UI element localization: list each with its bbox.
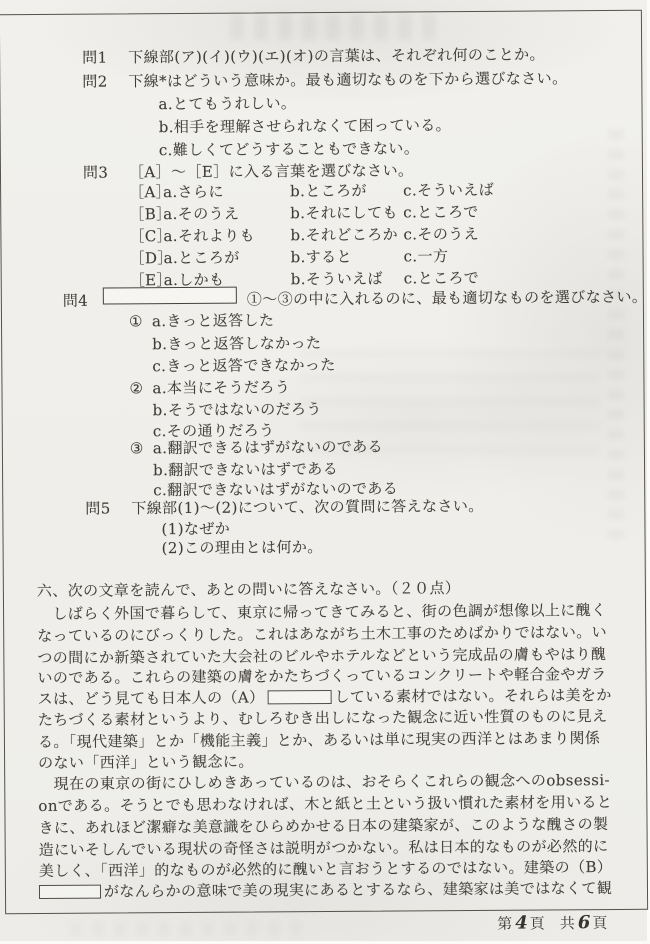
passage-line: なっているのにびっくりした。これはあながち土木工事のためばかりではない。い xyxy=(37,623,607,646)
circled-number-2: ② xyxy=(129,379,152,398)
circled-number-1: ① xyxy=(129,312,152,331)
exam-page-frame xyxy=(0,10,648,914)
passage-text: している素材ではない。それらは美をか xyxy=(334,686,611,706)
q3-option-a: a.さらに xyxy=(163,182,290,202)
q3-row-D xyxy=(130,247,449,268)
q3-option-c: c.ところで xyxy=(403,203,479,222)
q3-option-b: b.そういえば xyxy=(291,269,404,289)
q3-option-b: b.それどころか xyxy=(290,225,403,245)
passage-text: がなんらかの意味で美の現実にあるとするなら、建築家は美ではなくて観 xyxy=(104,879,612,901)
passage-line: 現在の東京の街にひしめきあっているのは、おそらくこれらの観念へのobsessi- xyxy=(38,771,610,794)
q3-row-key: ［B］ xyxy=(129,205,163,224)
q3-option-b: b.ところが xyxy=(290,181,403,201)
question-4-text: ①～③の中に入れるのに、最も適切なものを選びなさい。 xyxy=(247,288,648,310)
question-2-label: 問2 xyxy=(82,72,128,91)
option-text: a.きっと返答した xyxy=(152,311,274,330)
passage-line: たちづくる素材というより、むしろむき出しになった観念に近い性質のものに見え xyxy=(38,707,608,730)
passage-line: のない「西洋」という観念に。 xyxy=(38,752,254,773)
q4-group1-option-c: c.きっと返答できなかった xyxy=(152,356,336,376)
page-prefix: 第 xyxy=(497,915,513,933)
passage-line: 美しく、「西洋」的なものが必然的に醜いと言おうとするのではない。建築の（B） xyxy=(39,858,613,881)
q3-option-a: a.ところが xyxy=(164,248,291,268)
passage-line: onである。そうとでも思わなければ、木と紙と土という扱い慣れた素材を用いると xyxy=(38,793,612,816)
passage-line-with-blank-A xyxy=(38,686,612,709)
passage-text: スは、どう見ても日本人の（A） xyxy=(38,688,265,708)
question-3 xyxy=(83,161,414,182)
q3-option-c: c.そのうえ xyxy=(403,225,479,244)
q2-option-a: a.とてもうれしい。 xyxy=(158,94,296,114)
q5-sub-2: (2)この理由とは何か。 xyxy=(162,538,323,558)
passage-line: しばらく外国で暮らして、東京に帰ってきてみると、街の色調が想像以上に醜く xyxy=(37,601,607,624)
section-6-heading: 六、次の文章を読んで、あとの問いに答えなさい。（２０点） xyxy=(37,579,461,601)
q3-option-a: a.しかも xyxy=(164,270,291,290)
q4-group1-option-a xyxy=(129,311,274,331)
q4-blank-answer-box xyxy=(103,287,237,305)
passage-line: きに、あれほど潔癖な美意識をひらめかせる日本の建築家が、このような醜さの製 xyxy=(38,815,608,838)
q4-group2-option-a xyxy=(129,378,290,398)
handwritten-total-pages: 6 xyxy=(576,912,593,933)
q3-row-key: ［D］ xyxy=(130,249,164,268)
q5-sub-1: (1)なぜか xyxy=(161,520,230,539)
passage-line: る。「現代建築」とか「機能主義」とか、あるいは単に現実の西洋とはあまり関係 xyxy=(38,729,600,752)
blank-A-answer-box xyxy=(267,690,331,704)
q3-row-key: ［E］ xyxy=(130,271,164,290)
page-footer xyxy=(497,912,608,934)
question-5-text: 下線部(1)～(2)について、次の質問に答えなさい。 xyxy=(131,497,483,517)
question-5 xyxy=(85,497,483,519)
q2-option-b: b.相手を理解させられなくて困っている。 xyxy=(159,116,452,137)
total-prefix: 共 xyxy=(560,914,576,932)
total-suffix: 頁 xyxy=(592,914,608,932)
passage-line: 造にいそしんでいる現状の奇怪さは説明がつかない。私は日本的なものが必然的に xyxy=(39,837,609,860)
question-4-labelrow xyxy=(63,292,88,311)
passage-line: いのである。これらの建築の膚をかたちづくっているコンクリートや軽合金やガラ xyxy=(37,665,606,688)
q3-option-a: a.それよりも xyxy=(163,226,290,246)
q3-option-c: c.ところで xyxy=(404,269,480,288)
q4-group2-option-c: c.その通りだろう xyxy=(153,421,275,441)
q4-group2-option-b: b.そうではないのだろう xyxy=(153,400,322,420)
page-suffix: 頁 xyxy=(530,914,546,932)
q3-row-A xyxy=(129,181,494,203)
q4-group3-option-b: b.翻訳できないはずである xyxy=(153,460,338,480)
question-3-text: ［A］～［E］に入る言葉を選びなさい。 xyxy=(129,161,414,181)
q3-row-key: ［A］ xyxy=(129,183,163,202)
q3-option-c: c.一方 xyxy=(404,247,449,265)
passage-line: つの間にか新築されていた大会社のビルやホテルなどという完成品の膚もやはり醜 xyxy=(37,645,606,668)
q4-group1-option-b: b.きっと返答しなかった xyxy=(152,334,321,354)
question-1-label: 問1 xyxy=(82,48,128,67)
q3-row-key: ［C］ xyxy=(129,227,163,246)
q3-option-a: a.そのうえ xyxy=(163,204,290,224)
q4-group3-option-c: c.翻訳できないはずがないのである xyxy=(153,479,398,500)
option-text: a.本当にそうだろう xyxy=(152,378,290,397)
question-4-label: 問4 xyxy=(63,292,88,310)
handwritten-page-number: 4 xyxy=(513,913,530,934)
q3-row-B xyxy=(129,203,479,224)
blank-B-answer-box xyxy=(39,885,101,899)
circled-number-3: ③ xyxy=(130,439,153,458)
passage-line-with-blank-B xyxy=(39,879,612,902)
q3-option-c: c.そういえば xyxy=(403,181,494,200)
q3-row-C xyxy=(129,225,479,246)
option-text: a.翻訳できるはずがないのである xyxy=(153,438,383,458)
q3-option-b: b.それにしても xyxy=(290,203,403,223)
question-3-label: 問3 xyxy=(83,163,129,182)
question-1 xyxy=(82,45,545,67)
question-2 xyxy=(82,69,567,91)
q2-option-c: c.難しくてどうすることもできない。 xyxy=(159,139,420,160)
question-1-text: 下線部(ア)(イ)(ウ)(エ)(オ)の言葉は、それぞれ何のことか。 xyxy=(128,45,545,66)
q3-option-b: b.すると xyxy=(291,247,404,267)
question-5-label: 問5 xyxy=(85,499,131,518)
question-2-text: 下線*はどういう意味か。最も適切なものを下から選びなさい。 xyxy=(128,69,567,90)
q4-group3-option-a xyxy=(130,438,383,459)
